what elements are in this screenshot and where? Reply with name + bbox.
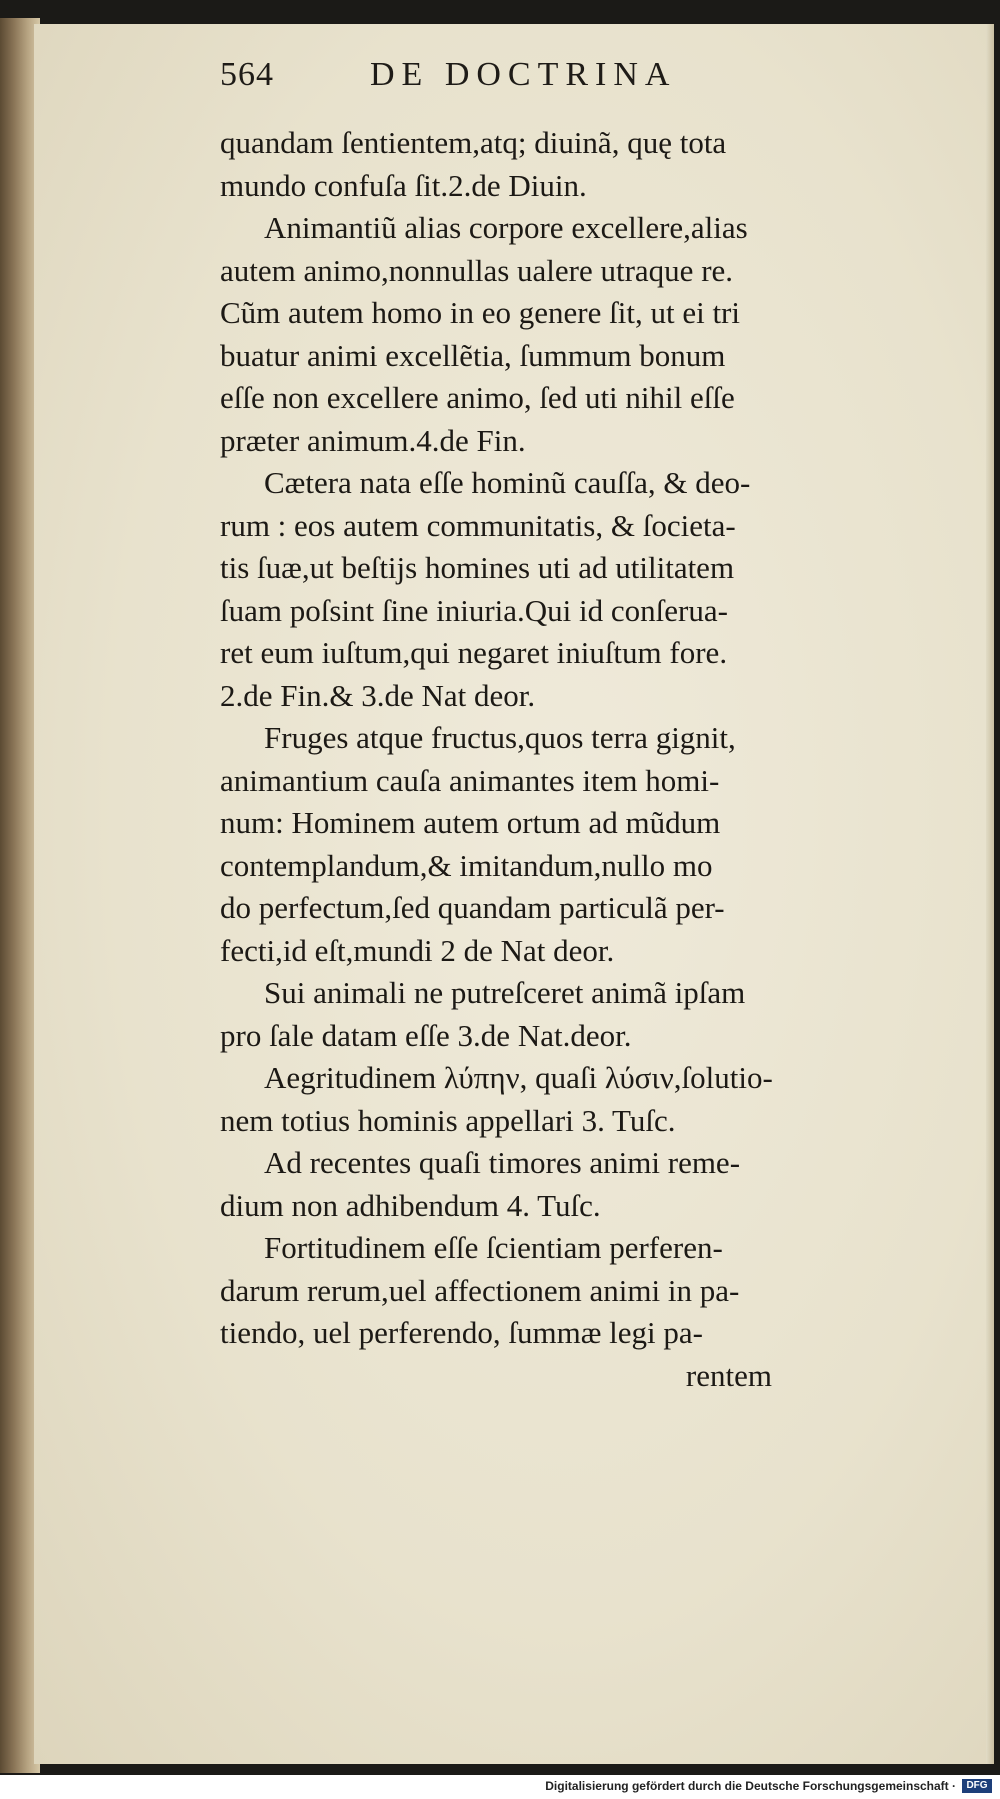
text-line: dium non adhibendum 4. Tuſc. xyxy=(220,1187,601,1223)
text-line: Fortitudinem eſſe ſcientiam perferen- xyxy=(264,1230,723,1265)
text-line: ret eum iuſtum,qui negaret iniuſtum fore. xyxy=(220,635,728,670)
text-line: Cũm autem homo in eo genere ſit, ut ei tri xyxy=(220,295,740,330)
text-line: Fruges atque fructus,quos terra gignit, xyxy=(264,720,736,755)
text-line: mundo confuſa ſit.2.de Diuin. xyxy=(220,167,587,203)
text-line: contemplandum,& imitandum,nullo mo xyxy=(220,847,713,883)
text-line: Animantiũ alias corpore excellere,alias xyxy=(264,210,748,245)
text-line: buatur animi excellẽtia, ſummum bonum xyxy=(220,337,726,373)
text-line: rentem xyxy=(685,1357,772,1393)
text-line: num: Hominem autem ortum ad mũdum xyxy=(220,805,721,840)
text-line: Sui animali ne putreſceret animã ipſam xyxy=(264,975,746,1010)
text-line: tiendo, uel perferendo, ſummæ legi pa- xyxy=(220,1315,703,1350)
page-text xyxy=(220,122,780,1397)
text-line: pro ſale datam eſſe 3.de Nat.deor. xyxy=(220,1017,632,1053)
text-line: fecti,id eſt,mundi 2 de Nat deor. xyxy=(220,932,615,968)
text-line: animantium cauſa animantes item homi- xyxy=(220,762,720,798)
text-line: Cætera nata eſſe hominũ cauſſa, & deo- xyxy=(264,465,751,500)
text-line: tis ſuæ,ut beſtijs homines uti ad utilitatem xyxy=(220,550,735,585)
text-line: darum rerum,uel affectionem animi in pa- xyxy=(220,1272,740,1308)
text-line: eſſe non excellere animo, ſed uti nihil eſſe xyxy=(220,380,735,415)
text-line: rum : eos autem communitatis, & ſocieta- xyxy=(220,507,736,543)
text-line: Aegritudinem λύπην, quaſi λύσιν,ſolutio- xyxy=(264,1060,773,1095)
page-edge xyxy=(986,24,994,1764)
text-line: do perfectum,ſed quandam particulã per- xyxy=(220,890,725,925)
footer-bar xyxy=(0,1775,1000,1799)
text-line: 2.de Fin.& 3.de Nat deor. xyxy=(220,677,536,713)
dfg-logo-icon: DFG xyxy=(962,1779,992,1793)
page-number: 564 xyxy=(220,56,274,93)
text-line: præter animum.4.de Fin. xyxy=(220,422,526,458)
text-line: nem totius hominis appellari 3. Tuſc. xyxy=(220,1102,676,1138)
text-line: autem animo,nonnullas ualere utraque re. xyxy=(220,252,734,288)
running-title: DE DOCTRINA xyxy=(370,56,677,93)
text-line: Ad recentes quaſi timores animi reme- xyxy=(264,1145,741,1180)
funding-credit: Digitalisierung gefördert durch die Deutsche Forschungsgemeinschaft · xyxy=(545,1779,956,1793)
text-line: ſuam poſsint ſine iniuria.Qui id conſerua- xyxy=(220,592,728,628)
running-head xyxy=(220,56,800,116)
text-line: quandam ſentientem,atq; diuinã, quę tota xyxy=(220,125,727,160)
